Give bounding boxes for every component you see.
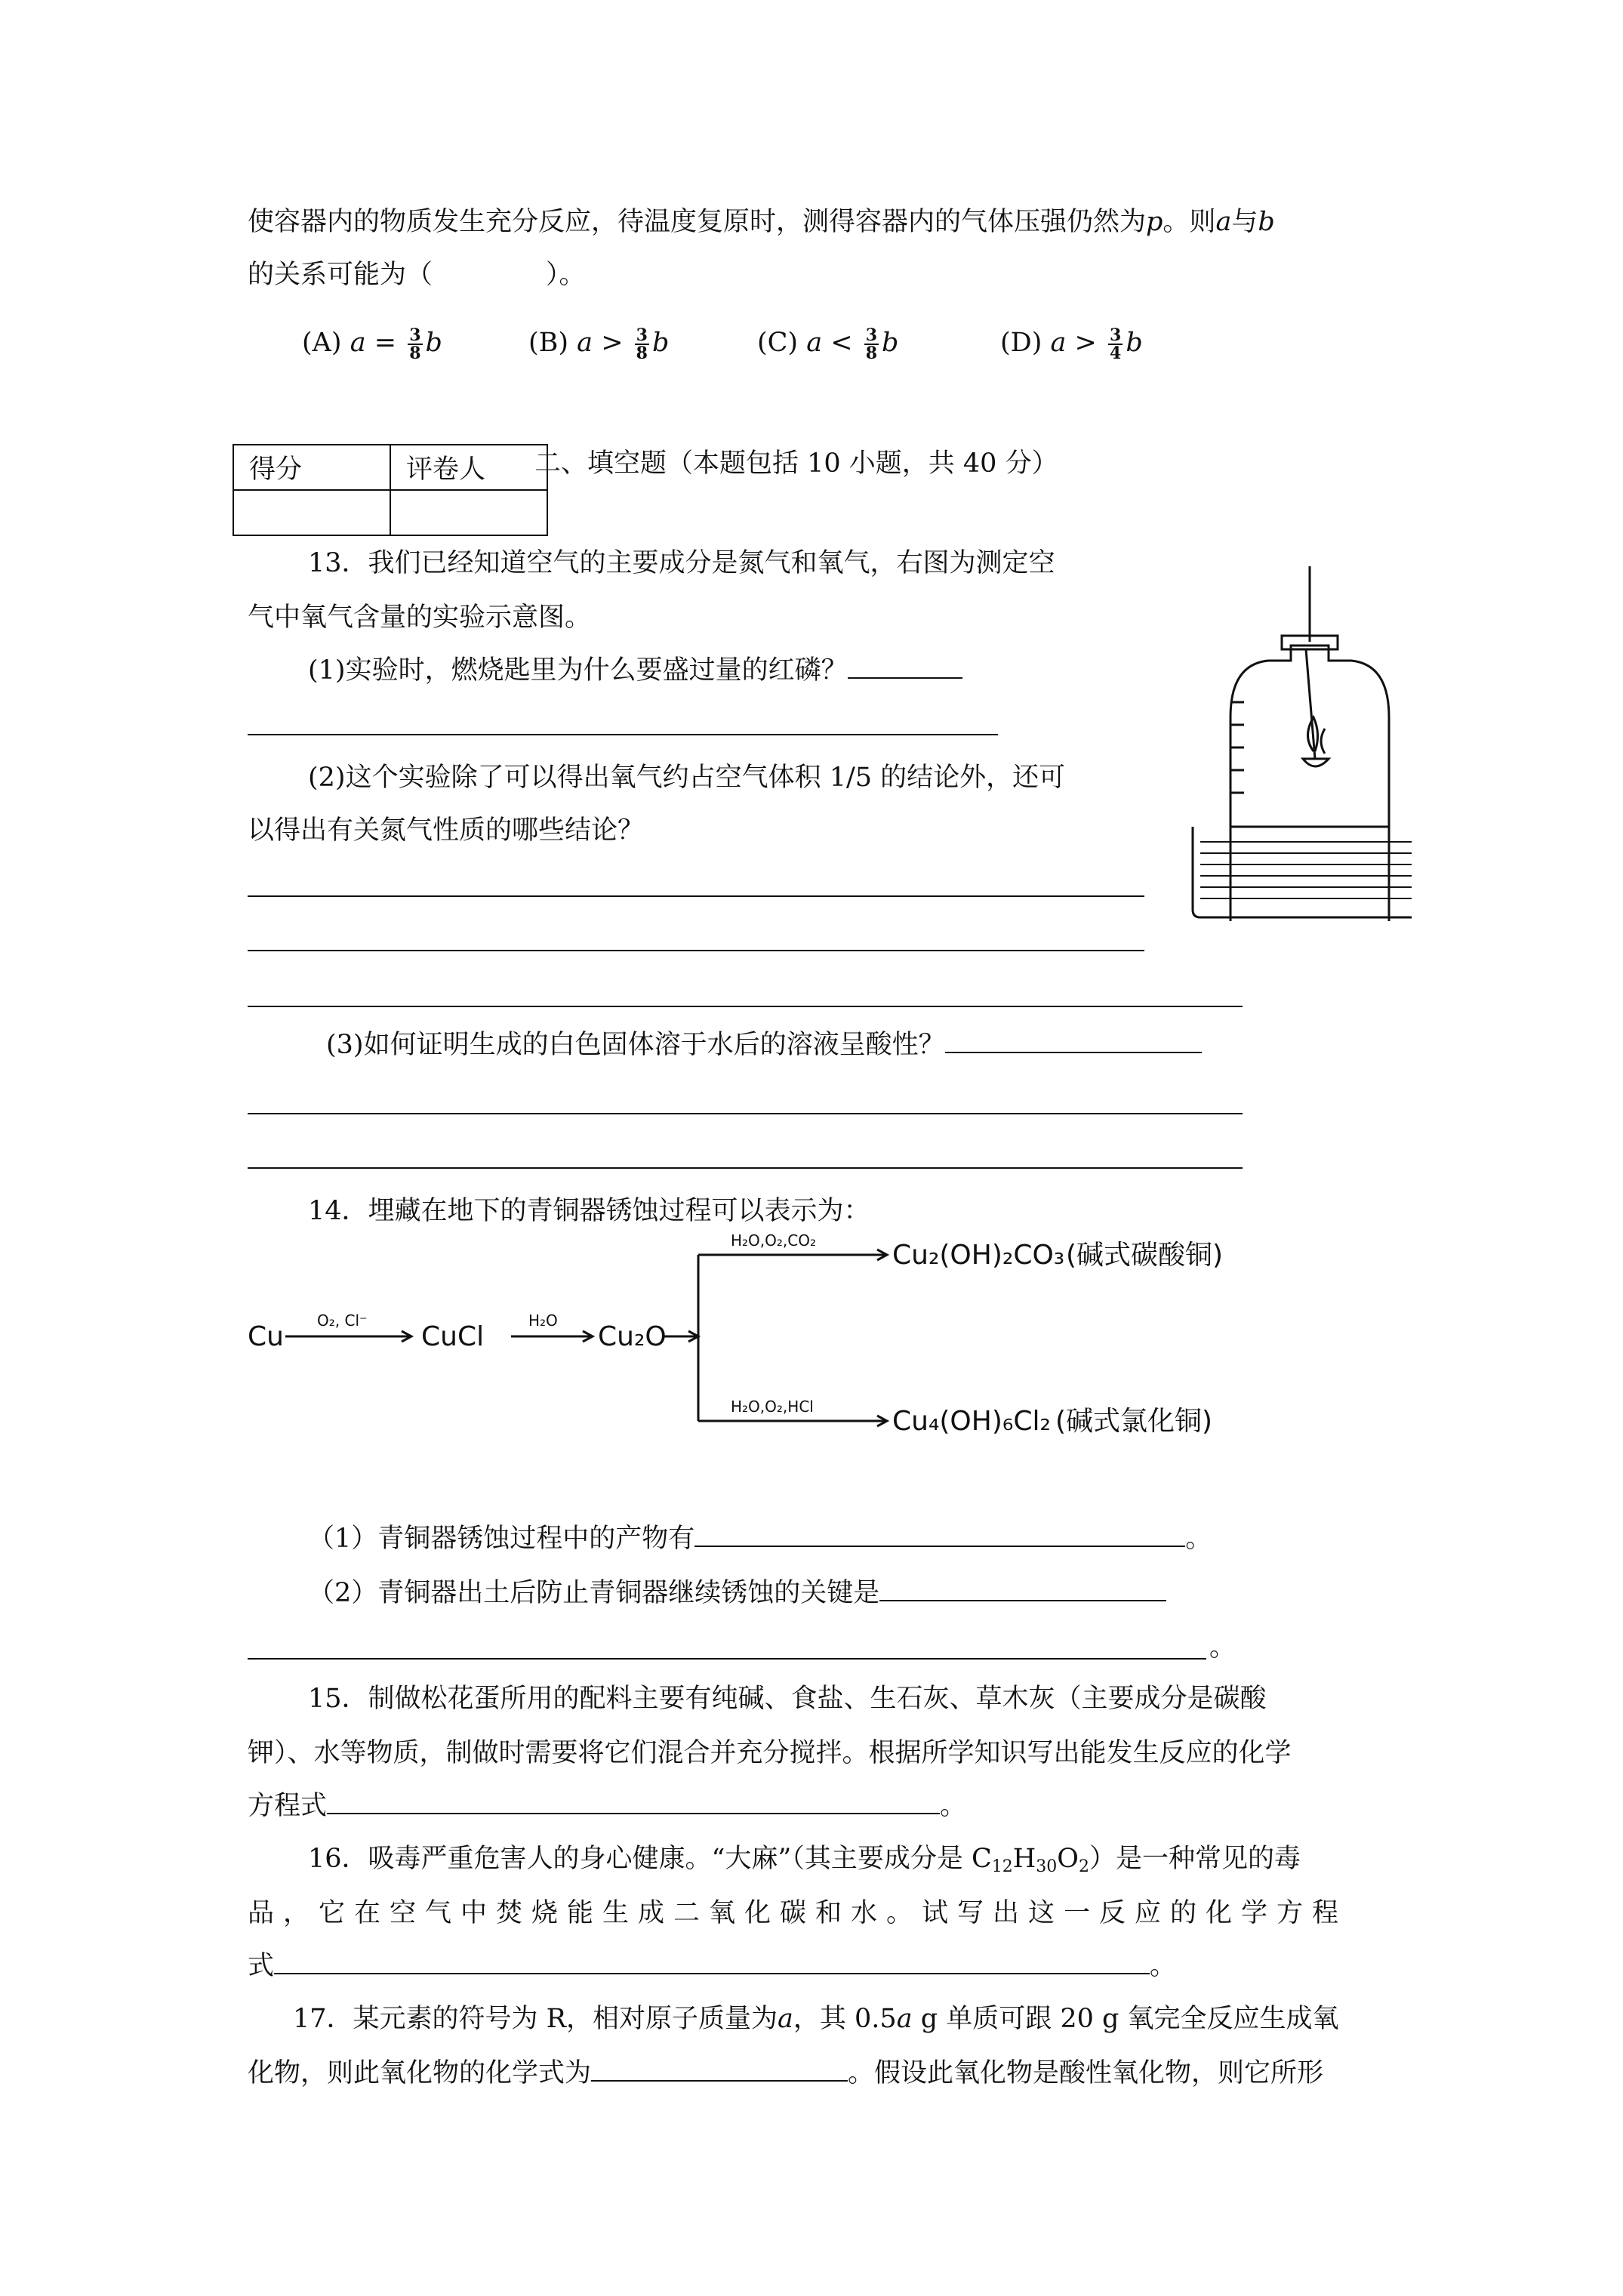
product1-formula: Cu₂(OH)₂CO₃	[892, 1240, 1065, 1271]
cu-label: Cu	[248, 1321, 284, 1352]
var-a: a	[778, 2004, 793, 2034]
product1-name: (碱式碳酸铜)	[1066, 1240, 1224, 1271]
numerator: 3	[1110, 325, 1122, 345]
score-cell[interactable]	[233, 490, 390, 535]
fraction	[635, 327, 649, 362]
fraction	[1108, 327, 1123, 362]
condition3: H₂O,O₂,CO₂	[731, 1231, 816, 1250]
cucl-label: CuCl	[421, 1321, 485, 1352]
q15-line3	[248, 1789, 966, 1823]
q14-sub1-text: （1）青铜器锈蚀过程中的产物有	[308, 1524, 695, 1554]
q12-line2-end: ）。	[546, 260, 586, 290]
product2-formula: Cu₄(OH)₆Cl₂	[892, 1406, 1051, 1437]
numerator: 3	[636, 325, 648, 345]
period: 。	[1185, 1524, 1212, 1554]
q16-line2: 品，它在空气中焚烧能生成二氧化碳和水。试写出这一反应的化学方程	[248, 1898, 1348, 1928]
q17-line1-mid: ，其 0.5	[793, 2004, 897, 2034]
q13-part1	[308, 654, 962, 687]
q16-line1	[308, 1842, 1301, 1884]
relation: >	[601, 328, 624, 358]
q13-part3-text: (3)如何证明生成的白色固体溶于水后的溶液呈酸性？	[326, 1030, 945, 1060]
numerator: 3	[409, 325, 421, 345]
denominator: 8	[865, 343, 878, 363]
grader-header: 评卷人	[390, 445, 547, 490]
relation: =	[374, 328, 397, 358]
subscript: 2	[1078, 1857, 1089, 1876]
var-b: b	[425, 328, 442, 358]
element-h: H	[1012, 1844, 1036, 1874]
option-c-label: (C)	[757, 328, 799, 358]
condition4: H₂O,O₂,HCl	[731, 1398, 814, 1416]
answer-line[interactable]	[248, 1006, 1243, 1007]
corrosion-reaction-scheme	[242, 1231, 1283, 1457]
period: 。	[940, 1791, 967, 1821]
q12-line1	[248, 205, 1275, 239]
q16-line1-text: 16．吸毒严重危害人的身心健康。“大麻”（其主要成分是 C	[308, 1844, 992, 1874]
section-title: 二、填空题（本题包括 10 小题，共 40 分）	[534, 448, 1058, 479]
q12-line2	[248, 258, 586, 291]
subscript: 30	[1036, 1857, 1058, 1876]
option-a-label: (A)	[302, 328, 342, 358]
q17-line1-end: g 单质可跟 20 g 氧完全反应生成氧	[912, 2004, 1339, 2034]
q13-line1: 13．我们已经知道空气的主要成分是氮气和氧气，右图为测定空	[308, 548, 1055, 578]
q17-line2-text: 化物，则此氧化物的化学式为	[248, 2058, 592, 2088]
q14-stem: 14．埋藏在地下的青铜器锈蚀过程可以表示为：	[308, 1196, 870, 1226]
answer-line[interactable]	[248, 895, 1144, 897]
var-a: a	[896, 2004, 913, 2034]
answer-blank[interactable]	[945, 1029, 1202, 1053]
q13-part2a: (2)这个实验除了可以得出氧气约占空气体积 1/5 的结论外，还可	[308, 763, 1066, 793]
q16-line1-end: ）是一种常见的毒	[1089, 1844, 1301, 1874]
q15-line1: 15．制做松花蛋所用的配料主要有纯碱、食盐、生石灰、草木灰（主要成分是碳酸	[308, 1684, 1267, 1714]
answer-line[interactable]	[248, 950, 1144, 951]
q12-text: 使容器内的物质发生充分反应，待温度复原时，测得容器内的气体压强仍然为	[248, 207, 1147, 237]
var-b: b	[1126, 328, 1143, 358]
denominator: 8	[636, 343, 648, 363]
subscript: 12	[991, 1857, 1013, 1876]
relation: <	[830, 328, 853, 358]
var-b: b	[651, 328, 670, 358]
element-o: O	[1057, 1844, 1079, 1874]
option-b[interactable]	[528, 326, 669, 362]
q16-line3	[248, 1949, 1176, 1983]
numerator: 3	[865, 325, 878, 345]
option-d-label: (D)	[1000, 328, 1042, 358]
answer-line[interactable]	[248, 734, 998, 735]
q17-line2	[248, 2057, 1323, 2090]
q14-sub2-end: 。	[1209, 1632, 1236, 1663]
q12-line2-text: 的关系可能为（	[248, 260, 433, 290]
q17-line1-text: 17．某元素的符号为 R，相对原子质量为	[293, 2004, 778, 2034]
answer-blank[interactable]	[879, 1577, 1166, 1601]
q17-line2-end: 。假设此氧化物是酸性氧化物，则它所形	[848, 2058, 1324, 2088]
var-a: a	[1050, 328, 1067, 358]
denominator: 4	[1110, 343, 1122, 363]
var-a: a	[577, 328, 593, 358]
answer-blank[interactable]	[274, 1950, 1150, 1974]
option-a[interactable]	[302, 326, 442, 362]
q13-part3	[326, 1028, 1202, 1062]
condition1: O₂, Cl⁻	[317, 1311, 368, 1330]
rod	[1306, 649, 1315, 759]
q17-line1	[293, 2002, 1339, 2036]
spoon	[1303, 759, 1329, 766]
cu2o-label: Cu₂O	[598, 1321, 667, 1352]
var-b: b	[1258, 207, 1275, 237]
q15-line3-text: 方程式	[248, 1791, 328, 1821]
score-table	[233, 444, 548, 536]
condition2: H₂O	[528, 1311, 558, 1330]
q12-mid: 与	[1231, 207, 1258, 237]
fraction	[864, 327, 879, 362]
q14-sub2-text: （2）青铜器出土后防止青铜器继续锈蚀的关键是	[308, 1578, 880, 1608]
q15-line2: 钾）、水等物质，制做时需要将它们混合并充分搅拌。根据所学知识写出能发生反应的化学	[248, 1738, 1292, 1768]
answer-blank[interactable]	[848, 655, 962, 679]
q12-text-b: 。则	[1163, 207, 1216, 237]
q13-line2: 气中氧气含量的实验示意图。	[248, 603, 592, 633]
option-c[interactable]	[757, 326, 898, 362]
q13-part2b: 以得出有关氮气性质的哪些结论？	[248, 815, 645, 846]
var-a: a	[806, 328, 823, 358]
fraction	[408, 327, 422, 362]
var-p: p	[1146, 207, 1163, 237]
period: 。	[1150, 1951, 1177, 1981]
answer-blank[interactable]	[694, 1523, 1185, 1547]
answer-line[interactable]	[248, 1113, 1243, 1114]
option-d[interactable]	[1000, 326, 1143, 362]
product2-name: (碱式氯化铜)	[1055, 1406, 1213, 1437]
answer-blank[interactable]	[327, 1790, 940, 1814]
grader-cell[interactable]	[390, 490, 547, 535]
q14-sub1	[308, 1522, 1212, 1555]
answer-line[interactable]	[248, 1167, 1243, 1169]
var-a: a	[350, 328, 366, 358]
var-a: a	[1215, 207, 1232, 237]
option-b-label: (B)	[528, 328, 569, 358]
oxygen-experiment-figure	[1155, 566, 1412, 921]
var-b: b	[882, 328, 899, 358]
score-header: 得分	[233, 445, 390, 490]
q16-line3-text: 式	[248, 1951, 275, 1981]
trough	[1193, 827, 1412, 917]
q14-sub2	[308, 1576, 1166, 1610]
relation: >	[1074, 328, 1097, 358]
flame2	[1321, 729, 1325, 754]
q13-part1-text: (1)实验时，燃烧匙里为什么要盛过量的红磷？	[308, 655, 848, 686]
answer-line[interactable]	[248, 1658, 1206, 1660]
denominator: 8	[409, 343, 421, 363]
answer-blank[interactable]	[591, 2057, 848, 2082]
